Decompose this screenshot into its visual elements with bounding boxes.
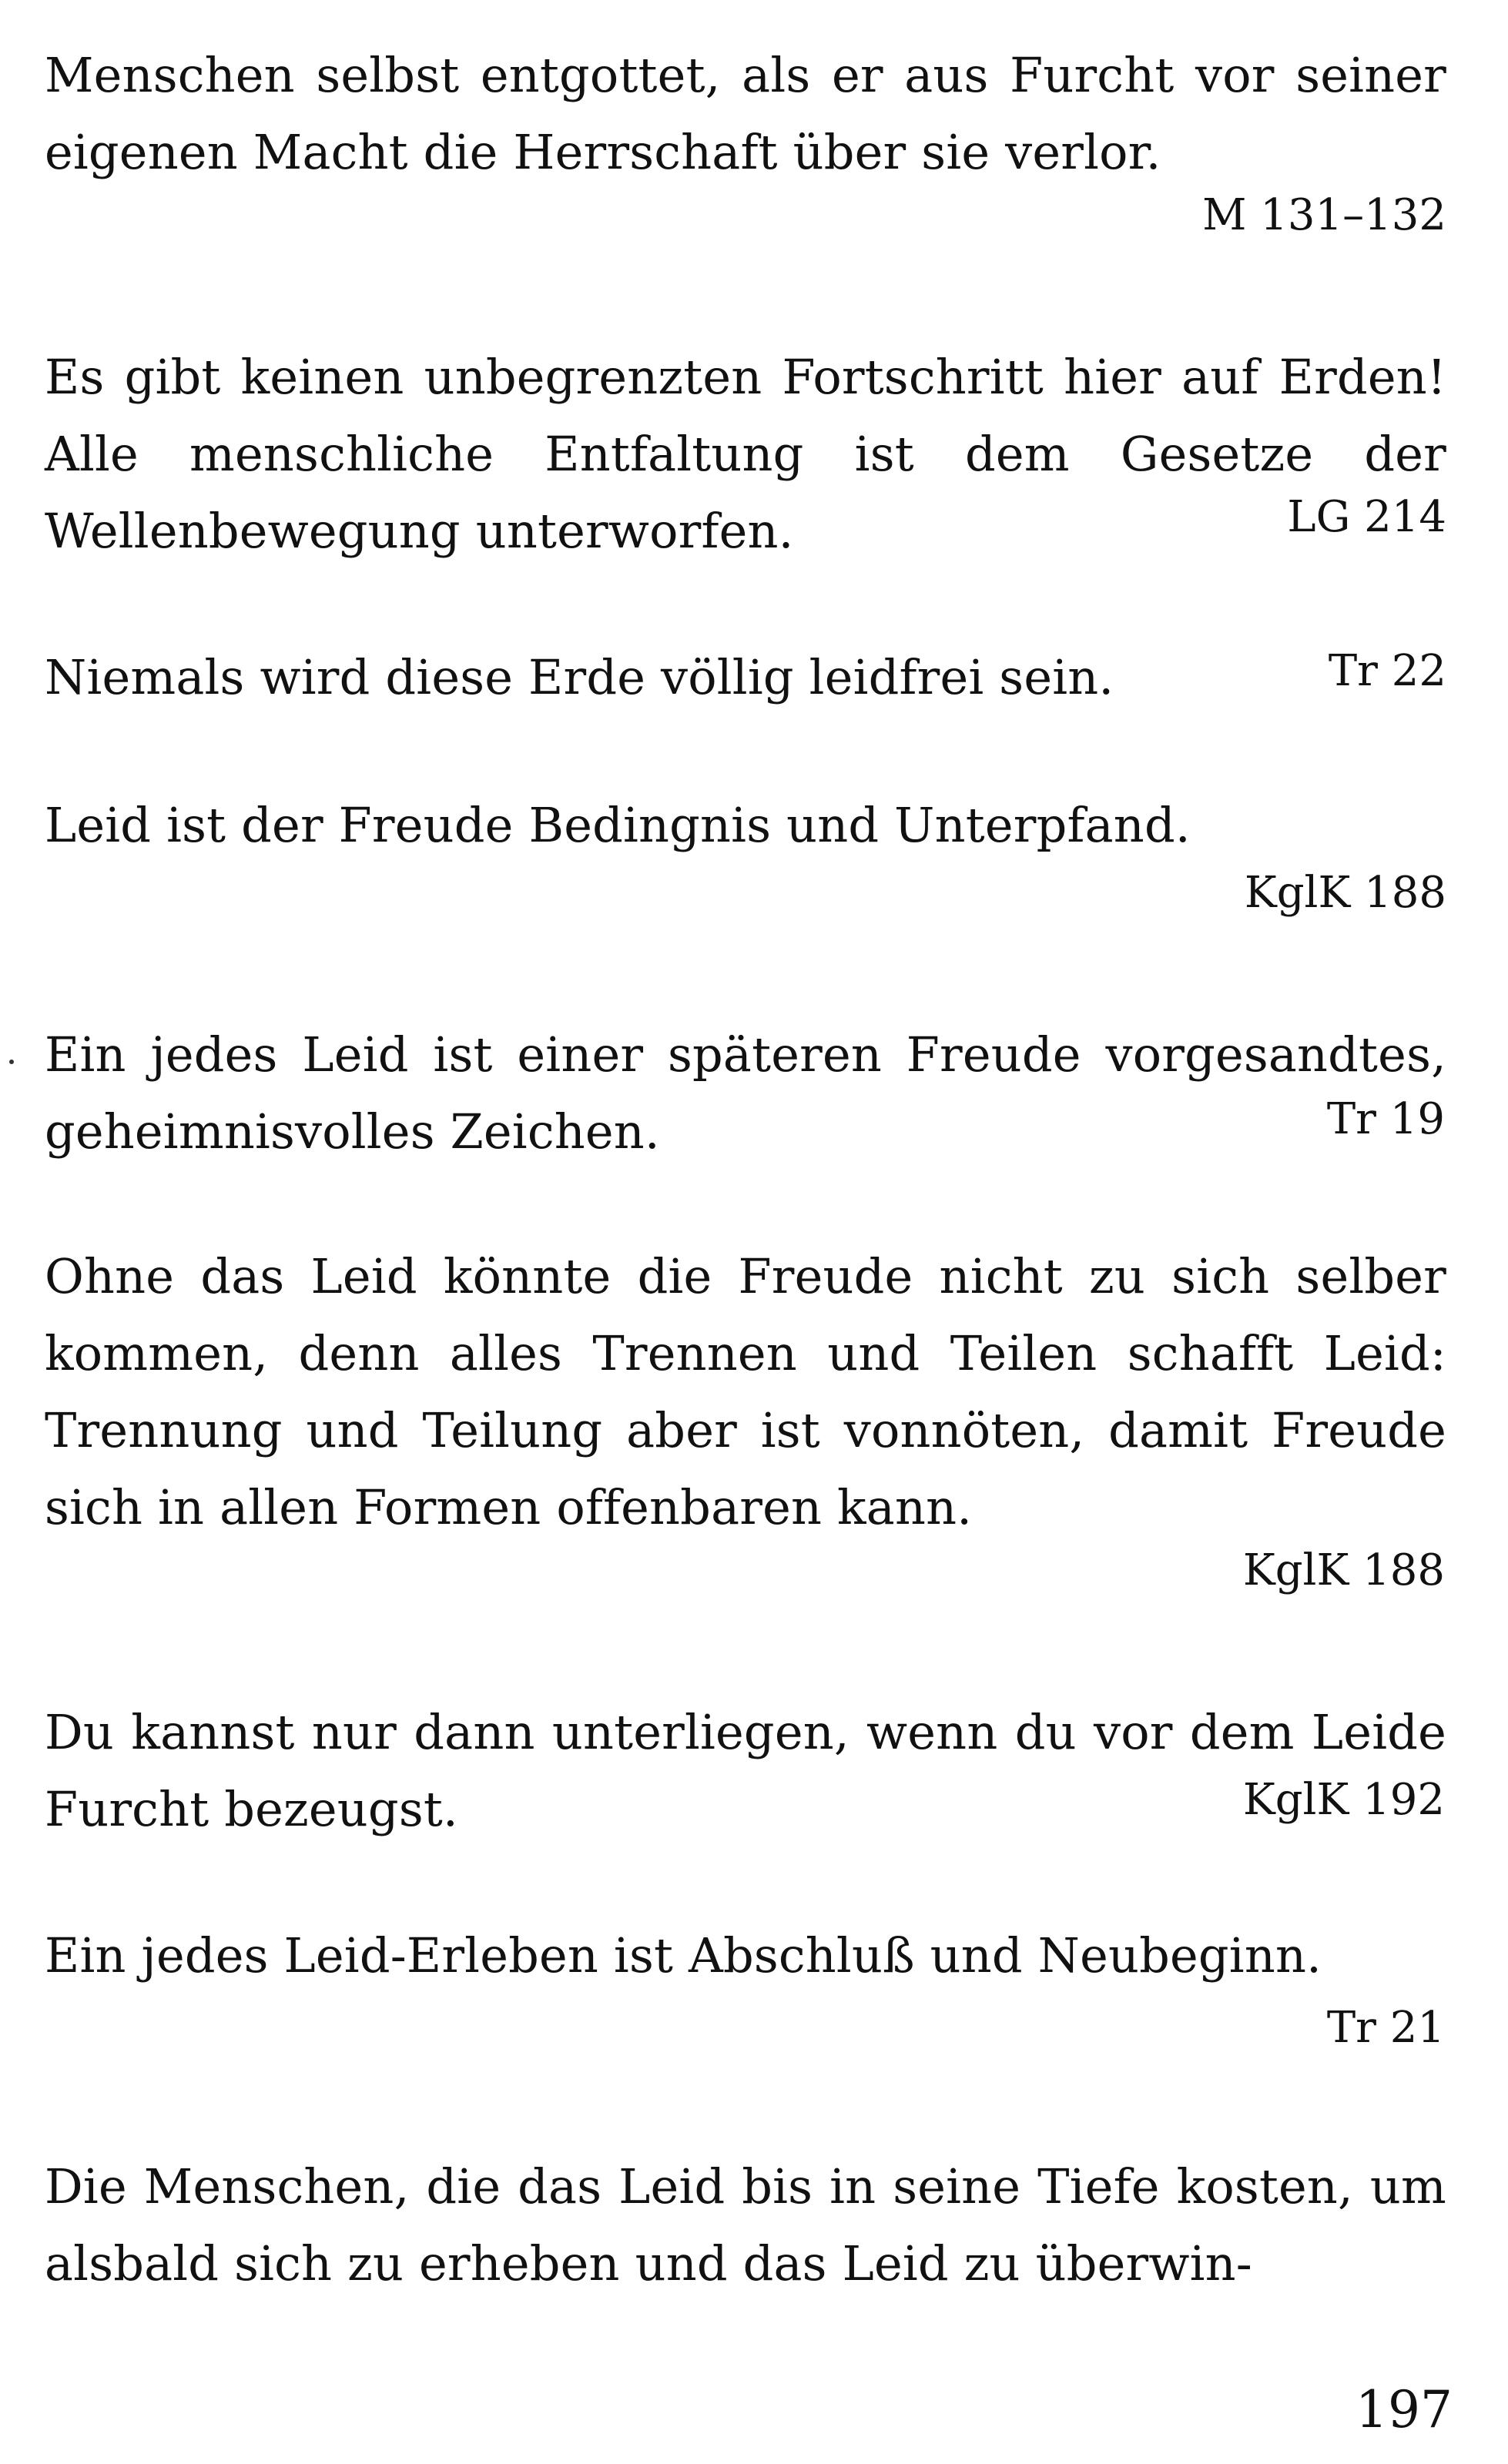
- entry-7-source: KglK 192: [1242, 1775, 1445, 1825]
- entry-3-source: Tr 22: [1328, 646, 1446, 696]
- entry-6-text: Ohne das Leid könnte die Freude nicht zu sich selber kommen, denn alles Trennen und Teilen schafft Leid: Trennung und Teilung aber ist vonnöten, damit Freude sich in allen Formen offenbaren kann.: [45, 1248, 1446, 1535]
- entry-5-source: Tr 19: [1326, 1094, 1445, 1144]
- entry-1-text: Menschen selbst entgottet, als er aus Furcht vor seiner eigenen Macht die Herrschaft über sie verlor.: [45, 47, 1446, 180]
- page-number: 197: [1356, 2380, 1453, 2439]
- entry-7-text: Du kannst nur dann unterliegen, wenn du vor dem Leide Furcht bezeugst.: [45, 1704, 1446, 1837]
- entry-9-text: Die Menschen, die das Leid bis in seine Tiefe kosten, um alsbald sich zu erheben und das Leid zu überwin-: [45, 2158, 1446, 2292]
- entry-5-text: Ein jedes Leid ist einer späteren Freude vorgesandtes, geheimnisvolles Zeichen.: [45, 1026, 1446, 1160]
- entry-4-source: KglK 188: [1244, 868, 1446, 918]
- margin-mark: [9, 1060, 14, 1064]
- entry-4-text: Leid ist der Freude Bedingnis und Unterpfand.: [45, 797, 1191, 853]
- entry-8-source: Tr 21: [1326, 2003, 1445, 2053]
- entry-8-text: Ein jedes Leid-Erleben ist Abschluß und Neubeginn.: [45, 1927, 1322, 1984]
- entry-1-source: M 131–132: [1202, 190, 1446, 240]
- entry-2-text: Es gibt keinen unbegrenzten Fortschritt hier auf Erden! Alle menschliche Entfaltung ist dem Gesetze der Wellenbewegung unterworfen.: [45, 349, 1446, 559]
- entry-2-source: LG 214: [1287, 492, 1446, 542]
- entry-3-text: Niemals wird diese Erde völlig leidfrei sein.: [45, 649, 1114, 705]
- entry-6-source: KglK 188: [1242, 1545, 1445, 1595]
